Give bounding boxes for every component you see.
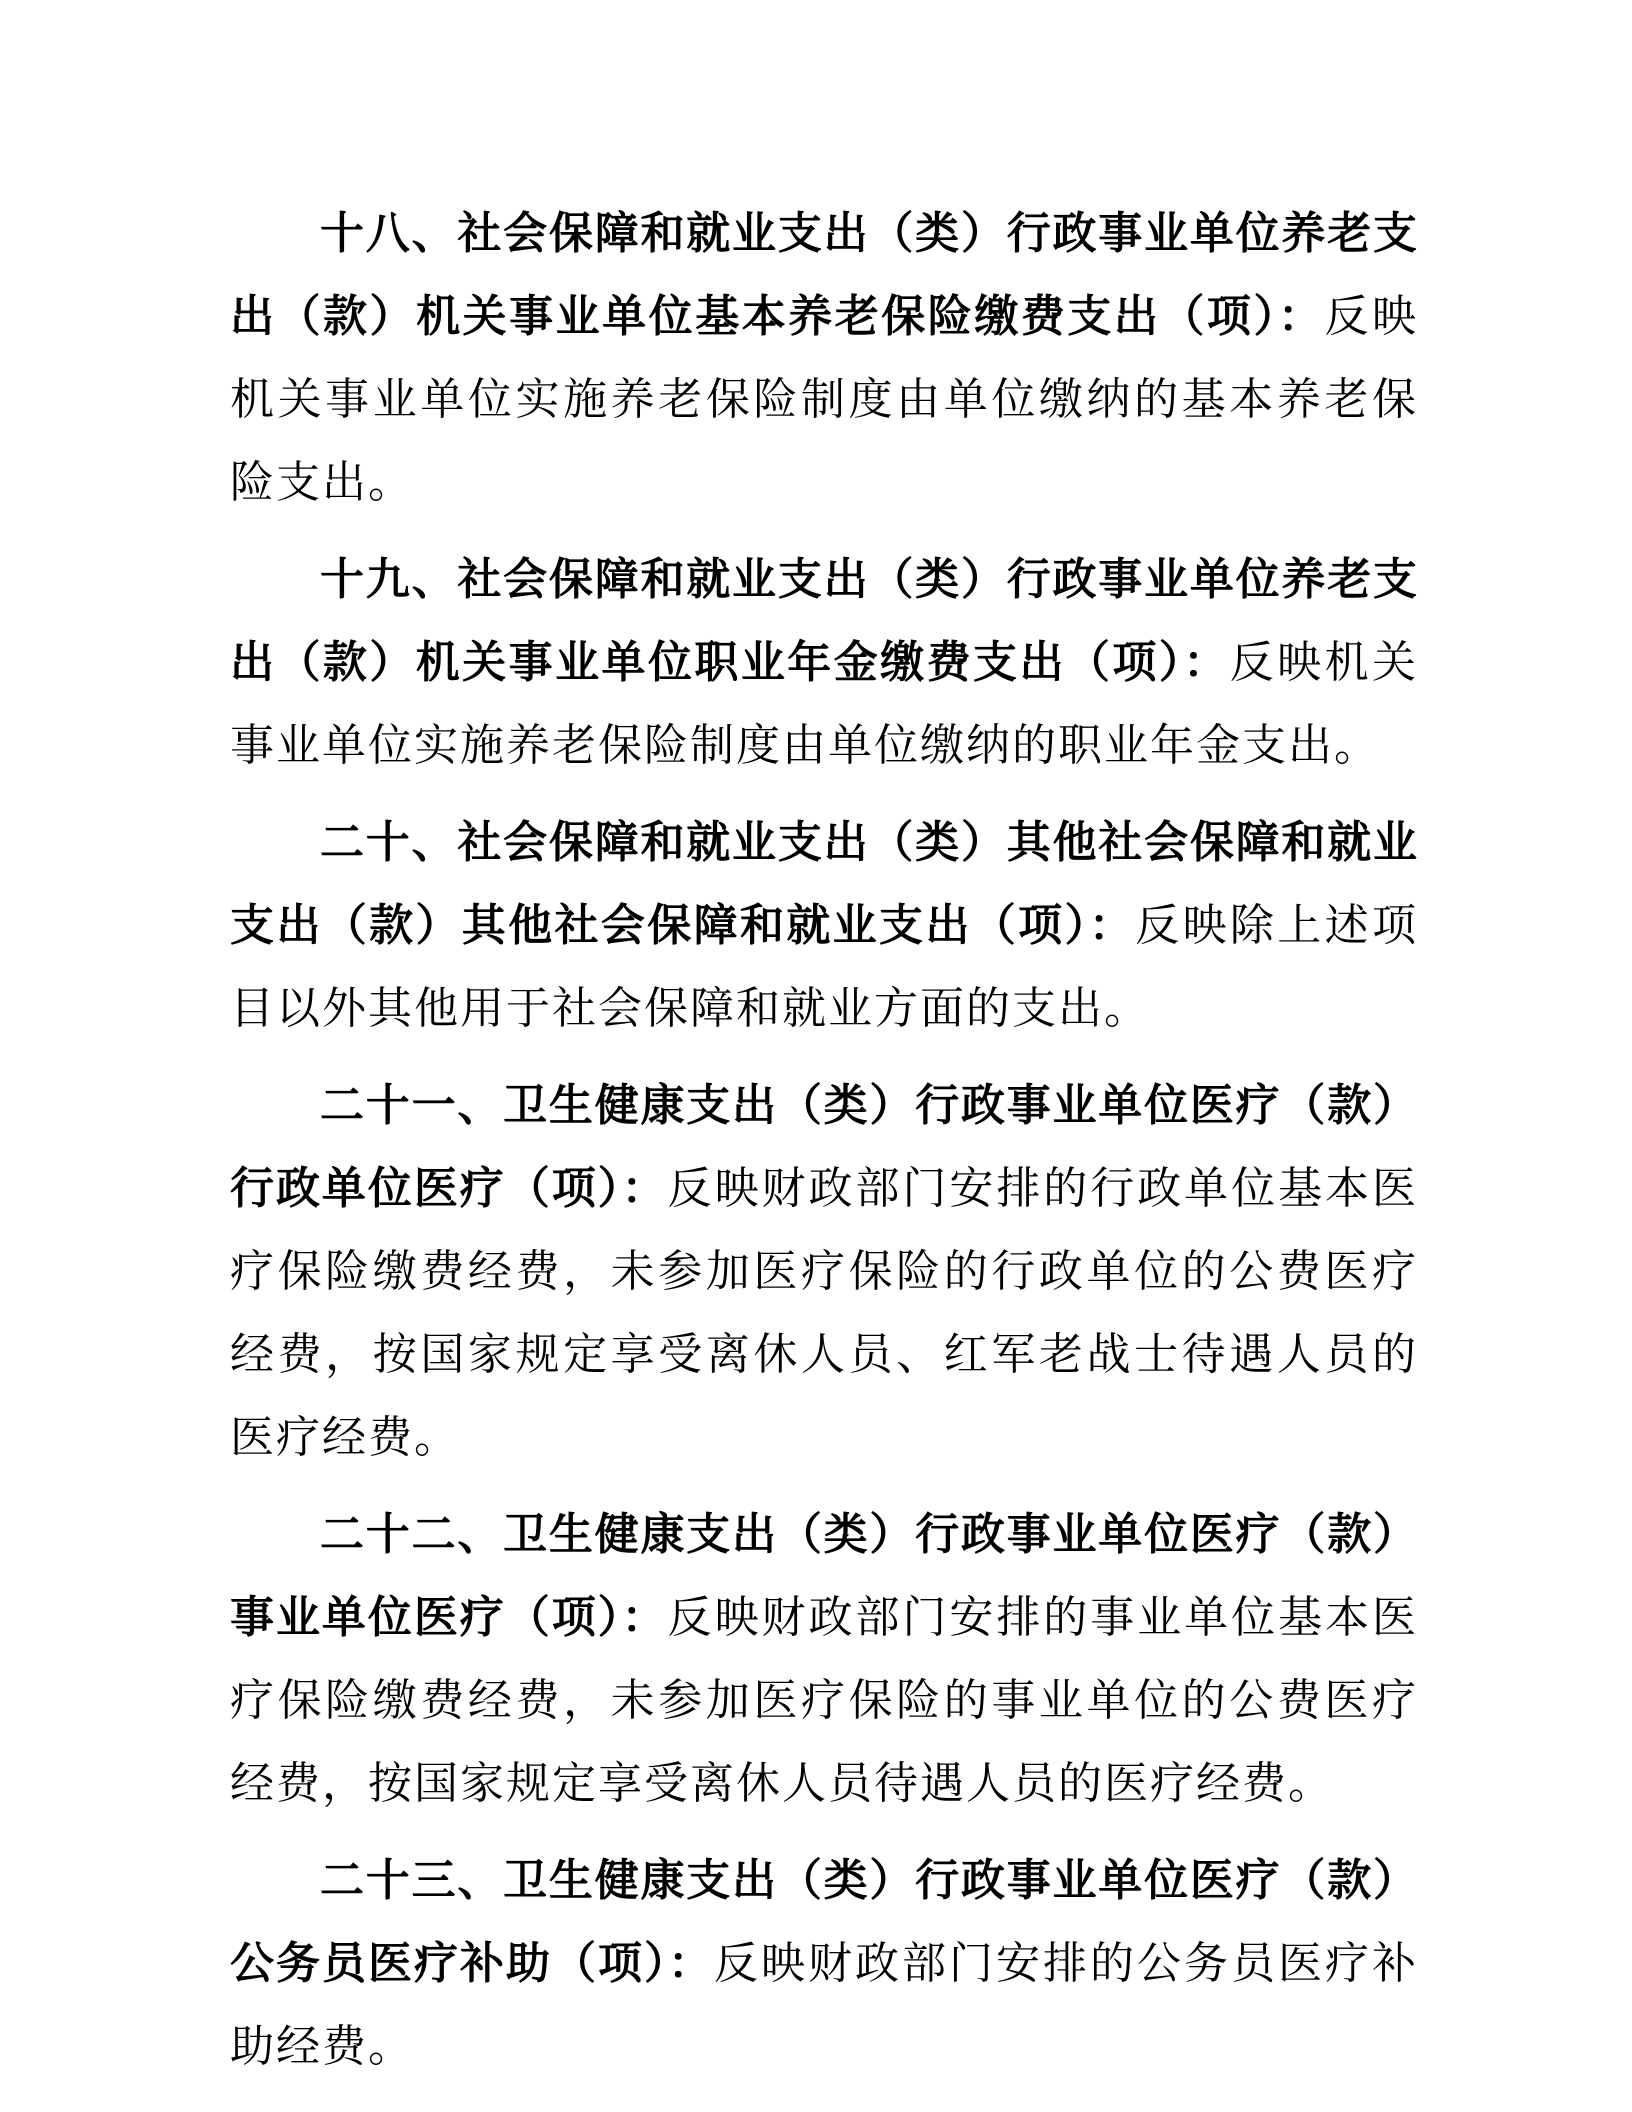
paragraph-21-heading: 二十一、卫生健康支出（类）行政事业单位医疗（款）行政单位医疗（项）：: [230, 1080, 1418, 1214]
paragraph-22-heading: 二十二、卫生健康支出（类）行政事业单位医疗（款）事业单位医疗（项）：: [230, 1509, 1418, 1643]
paragraph-19-heading: 十九、社会保障和就业支出（类）行政事业单位养老支出（款）机关事业单位职业年金缴费支出（项）：: [230, 554, 1418, 688]
paragraph-20: [230, 801, 1418, 1050]
paragraph-23-body: 反映财政部门安排的公务员医疗补助经费。: [230, 1938, 1418, 2072]
paragraph-18-body: 反映机关事业单位实施养老保险制度由单位缴纳的基本养老保险支出。: [230, 291, 1419, 508]
paragraph-22-body: 反映财政部门安排的事业单位基本医疗保险缴费经费，未参加医疗保险的事业单位的公费医疗经费，按国家规定享受离休人员待遇人员的医疗经费。: [230, 1592, 1419, 1809]
paragraph-21-body: 反映财政部门安排的行政单位基本医疗保险缴费经费，未参加医疗保险的行政单位的公费医疗经费，按国家规定享受离休人员、红军老战士待遇人员的医疗经费。: [230, 1163, 1419, 1463]
paragraph-21: [230, 1064, 1418, 1479]
paragraph-19: [230, 538, 1418, 787]
paragraph-22: [230, 1493, 1418, 1825]
paragraph-20-body: 反映除上述项目以外其他用于社会保障和就业方面的支出。: [230, 900, 1419, 1034]
paragraph-18-heading: 十八、社会保障和就业支出（类）行政事业单位养老支出（款）机关事业单位基本养老保险缴费支出（项）：: [230, 208, 1418, 342]
paragraph-20-heading: 二十、社会保障和就业支出（类）其他社会保障和就业支出（款）其他社会保障和就业支出（项）：: [230, 817, 1418, 951]
paragraph-23-heading: 二十三、卫生健康支出（类）行政事业单位医疗（款）公务员医疗补助（项）：: [230, 1855, 1418, 1989]
paragraph-18: [230, 192, 1418, 524]
document-content: [230, 192, 1418, 2102]
paragraph-19-body: 反映机关事业单位实施养老保险制度由单位缴纳的职业年金支出。: [230, 637, 1419, 771]
paragraph-23: [230, 1839, 1418, 2088]
